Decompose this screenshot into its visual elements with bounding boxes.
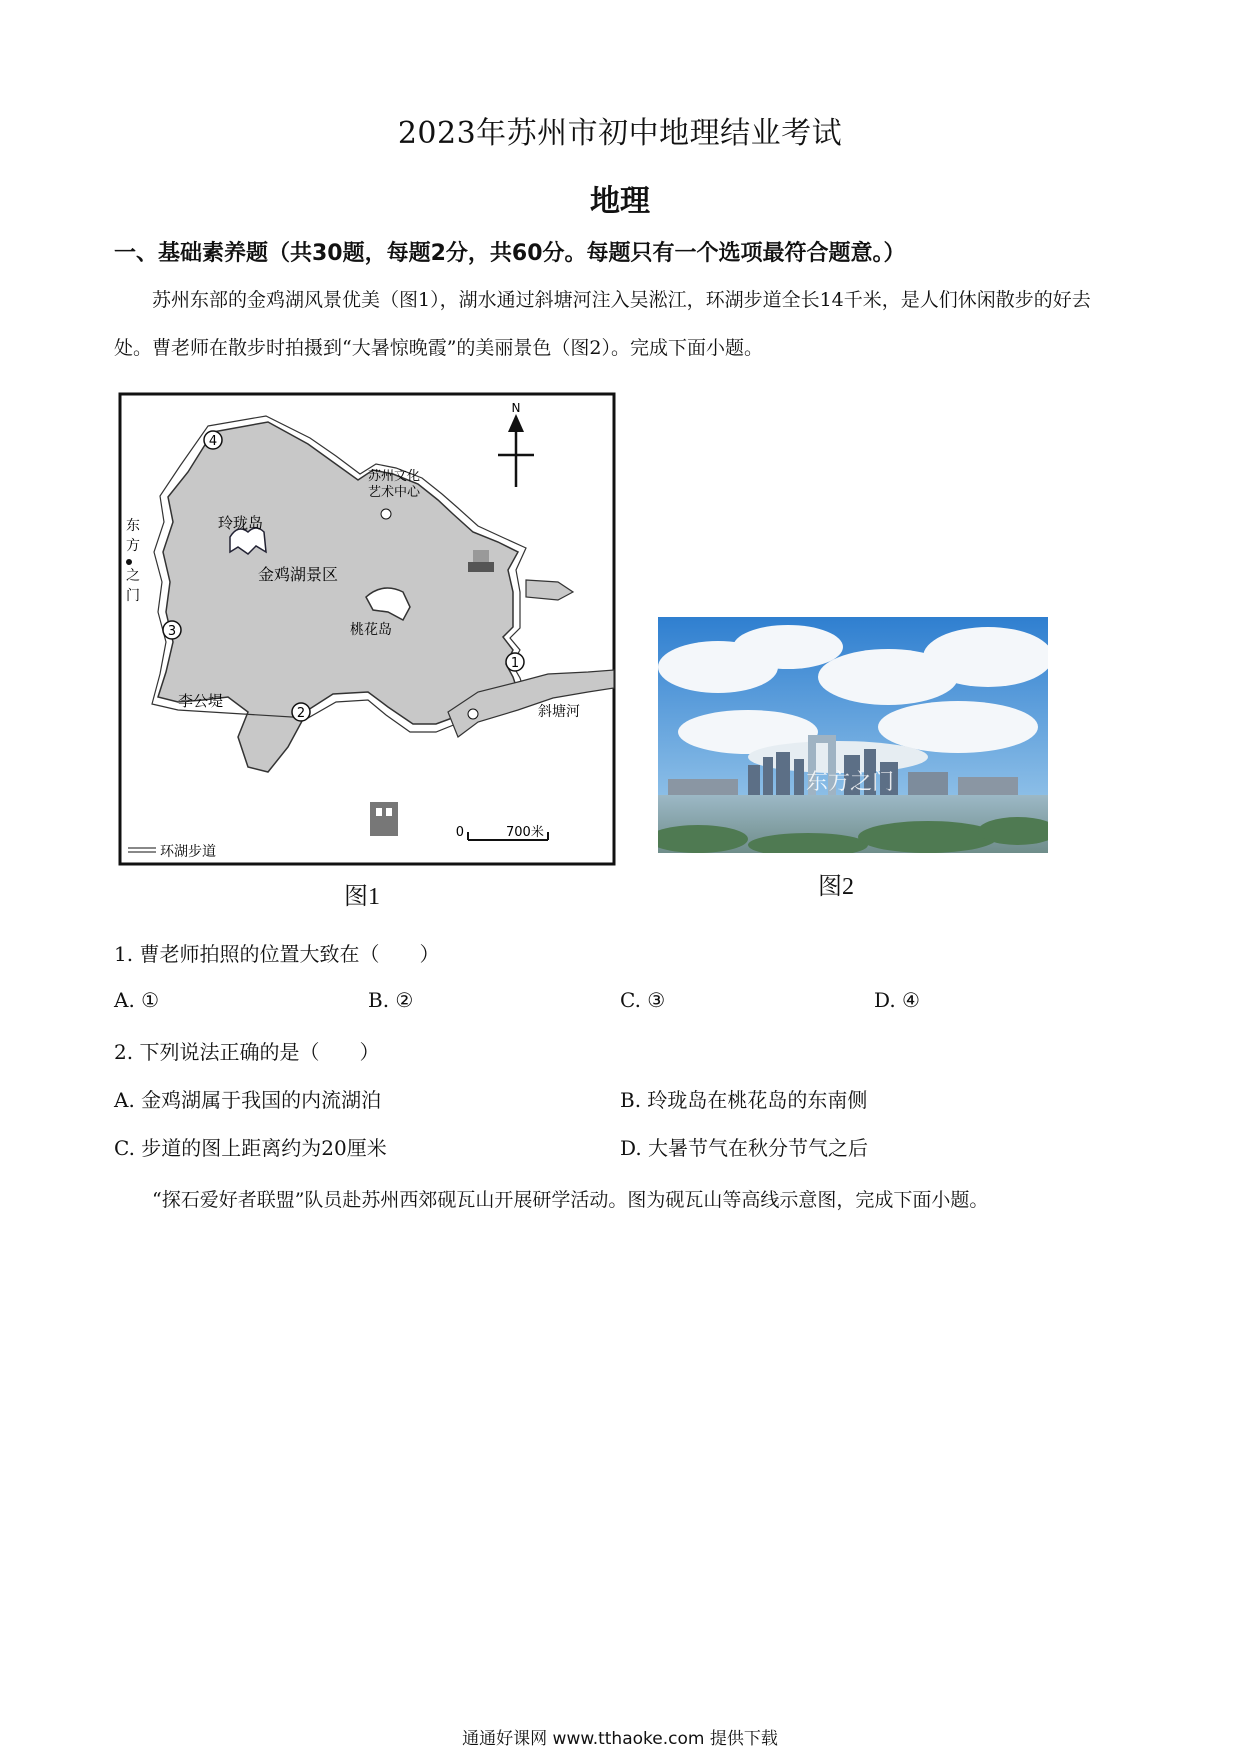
q1-option-d: D. ④ — [874, 988, 920, 1012]
arts-center-label-2: 艺术中心 — [368, 485, 421, 500]
svg-text:4: 4 — [208, 434, 218, 449]
river-label: 斜塘河 — [538, 704, 580, 720]
q1-option-c: C. ③ — [620, 988, 666, 1012]
marker-1 — [506, 653, 524, 671]
figure1-caption: 图1 — [344, 884, 380, 910]
linglong-label: 玲珑岛 — [218, 514, 264, 532]
question-1-stem: 1. 曹老师拍照的位置大致在（ ） — [114, 942, 440, 966]
arts-center-label-1: 苏州文化 — [368, 469, 421, 484]
q2-option-c: C. 步道的图上距离约为20厘米 — [114, 1136, 387, 1160]
exam-title: 2023年苏州市初中地理结业考试 — [397, 116, 843, 151]
gate-char-1: 东 — [126, 518, 140, 534]
passage-2: “探石爱好者联盟”队员赴苏州西郊砚瓦山开展研学活动。图为砚瓦山等高线示意图，完成下面小题。 — [152, 1189, 989, 1211]
svg-text:环湖步道: 环湖步道 — [160, 844, 216, 860]
svg-text:0: 0 — [455, 825, 464, 840]
north-label: N — [511, 401, 521, 415]
q1-option-b: B. ② — [368, 988, 414, 1012]
gate-dot — [126, 559, 132, 565]
passage-1: 苏州东部的金鸡湖风景优美（图1），湖水通过斜塘河注入吴淞江，环湖步道全长14千米，是人们休闲散步的好去处。曹老师在散步时拍摄到“大暑惊晚霞”的美丽景色（图2）。完成下面小题。 — [114, 289, 1091, 359]
section-heading: 一、基础素养题（共30题，每题2分，共60分。每题只有一个选项最符合题意。） — [114, 241, 906, 266]
svg-text:2: 2 — [296, 706, 306, 721]
q1-option-a: A. ① — [114, 988, 160, 1012]
photo-overlay-text: 东方之门 — [806, 770, 895, 795]
q2-option-d: D. 大暑节气在秋分节气之后 — [620, 1136, 869, 1160]
q2-option-a: A. 金鸡湖属于我国的内流湖泊 — [114, 1088, 382, 1112]
gate-char-3: 之 — [126, 568, 140, 584]
taohua-label: 桃花岛 — [350, 622, 392, 638]
page-footer: 通通好课网 www.tthaoke.com 提供下载 — [462, 1729, 778, 1749]
marker-3 — [163, 621, 181, 639]
lake-photo-figure — [658, 617, 1048, 853]
lake-map-figure — [118, 392, 616, 866]
question-2-stem: 2. 下列说法正确的是（ ） — [114, 1040, 380, 1064]
subject-title: 地理 — [590, 184, 650, 219]
svg-text:1: 1 — [510, 656, 520, 671]
lake-label: 金鸡湖景区 — [258, 565, 339, 584]
building-icon — [370, 802, 398, 836]
causeway-label: 李公堤 — [178, 692, 224, 710]
arts-center-point — [381, 509, 391, 519]
q2-option-b: B. 玲珑岛在桃花岛的东南侧 — [620, 1088, 868, 1112]
marker-2 — [292, 703, 310, 721]
figure2-caption: 图2 — [818, 874, 854, 900]
svg-text:3: 3 — [167, 624, 177, 639]
svg-text:700米: 700米 — [506, 825, 544, 840]
gate-char-4: 门 — [126, 588, 140, 604]
river-mouth-point — [468, 709, 478, 719]
gate-char-2: 方 — [126, 538, 140, 554]
marker-4 — [204, 431, 222, 449]
